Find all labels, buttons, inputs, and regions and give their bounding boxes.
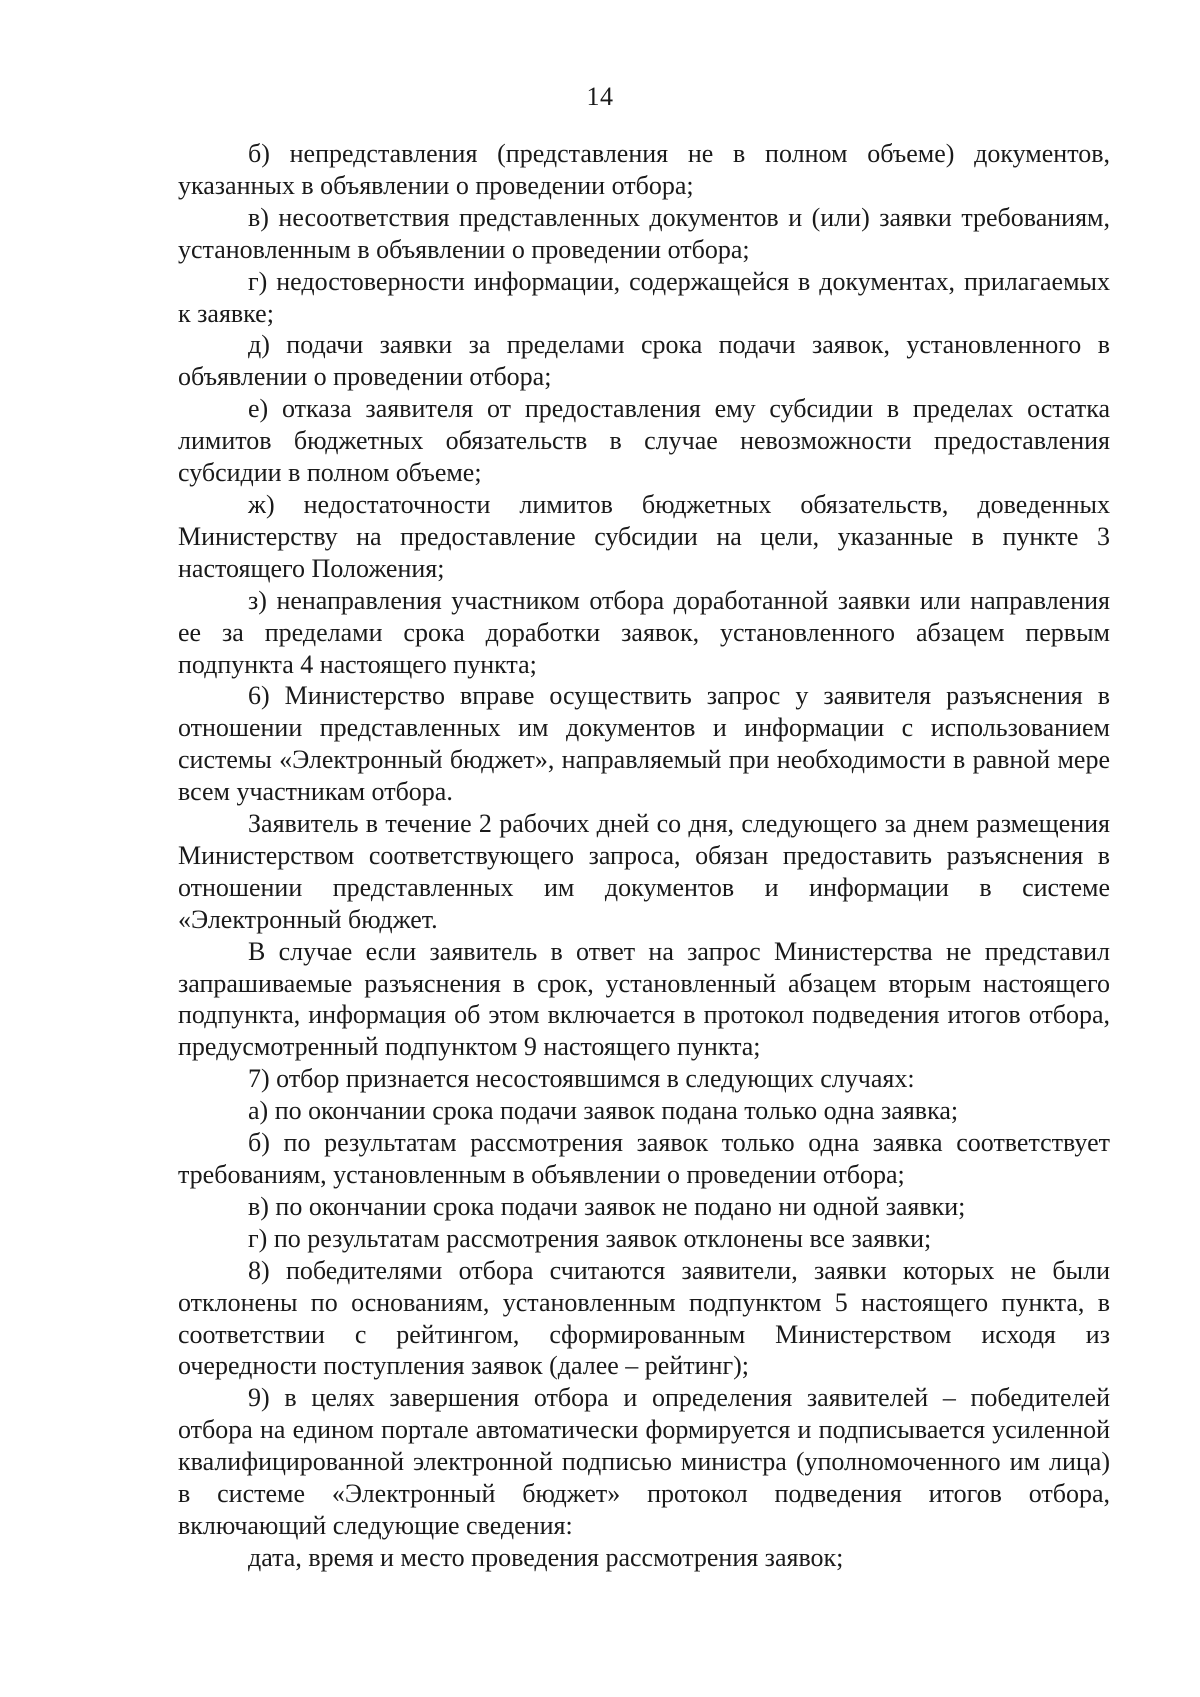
paragraph-z-no-revised-application: з) ненаправления участником отбора доработанной заявки или направления ее за пределами срока доработки заявок, установленного абзацем первым подпункта 4 настоящего пункта; [178,585,1110,679]
paragraph-b-single-compliant: б) по результатам рассмотрения заявок только одна заявка соответствует требованиям, установленным в объявлении о проведении отбора; [178,1128,1110,1189]
paragraph-6-clarification-request: 6) Министерство вправе осуществить запрос у заявителя разъяснения в отношении представленных им документов и информации с использованием системы «Электронный бюджет», направляемый при необходимости в равной мере всем участникам отбора. [178,681,1110,807]
paragraph-v-non-compliance: в) несоответствия представленных документов и (или) заявки требованиям, установленным в объявлении о проведении отбора; [178,202,1110,264]
paragraph-9-protocol: 9) в целях завершения отбора и определения заявителей – победителей отбора на едином портале автоматически формируется и подписывается усиленной квалифицированной электронной подписью министра (уполномоченного им лица) в системе «Электронный бюджет» протокол подведения итогов отбора, включающий следующие сведения: [178,1383,1110,1540]
paragraph-a-single-application: а) по окончании срока подачи заявок подана только одна заявка; [248,1096,959,1126]
paragraph-g-all-rejected: г) по результатам рассмотрения заявок отклонены все заявки; [248,1223,932,1253]
paragraph-clarification-not-provided: В случае если заявитель в ответ на запрос Министерства не представил запрашиваемые разъяснения в срок, установленный абзацем вторым настоящего подпункта, информация об этом включается в протокол подведения итогов отбора, предусмотренный подпунктом 9 настоящего пункта; [178,936,1110,1062]
document-body [178,138,1110,1574]
paragraph-v-no-applications: в) по окончании срока подачи заявок не подано ни одной заявки; [248,1191,966,1221]
paragraph-e-applicant-refusal: е) отказа заявителя от предоставления ему субсидии в пределах остатка лимитов бюджетных обязательств в случае невозможности предоставления субсидии в полном объеме; [178,394,1110,488]
page-number: 14 [586,82,614,111]
paragraph-d-late-submission: д) подачи заявки за пределами срока подачи заявок, установленного в объявлении о проведении отбора; [178,330,1110,392]
paragraph-date-time-place: дата, время и место проведения рассмотрения заявок; [248,1542,844,1572]
paragraph-g-unreliable-information: г) недостоверности информации, содержащейся в документах, прилагаемых к заявке; [178,266,1110,328]
paragraph-8-winners: 8) победителями отбора считаются заявители, заявки которых не были отклонены по основаниям, установленным подпунктом 5 настоящего пункта, в соответствии с рейтингом, сформированным Министерством исходя из очередности поступления заявок (далее – рейтинг); [178,1255,1110,1381]
paragraph-b-incomplete-documents: б) непредставления (представления не в полном объеме) документов, указанных в объявлении о проведении отбора; [178,139,1110,200]
paragraph-clarification-deadline: Заявитель в течение 2 рабочих дней со дня, следующего за днем размещения Министерством соответствующего запроса, обязан предоставить разъяснения в отношении представленных им документов и информации в системе «Электронный бюджет. [178,809,1110,934]
paragraph-7-selection-failed: 7) отбор признается несостоявшимся в следующих случаях: [248,1064,915,1094]
paragraph-zh-insufficient-limits: ж) недостаточности лимитов бюджетных обязательств, доведенных Министерству на предоставление субсидии на цели, указанные в пункте 3 настоящего Положения; [178,489,1110,583]
